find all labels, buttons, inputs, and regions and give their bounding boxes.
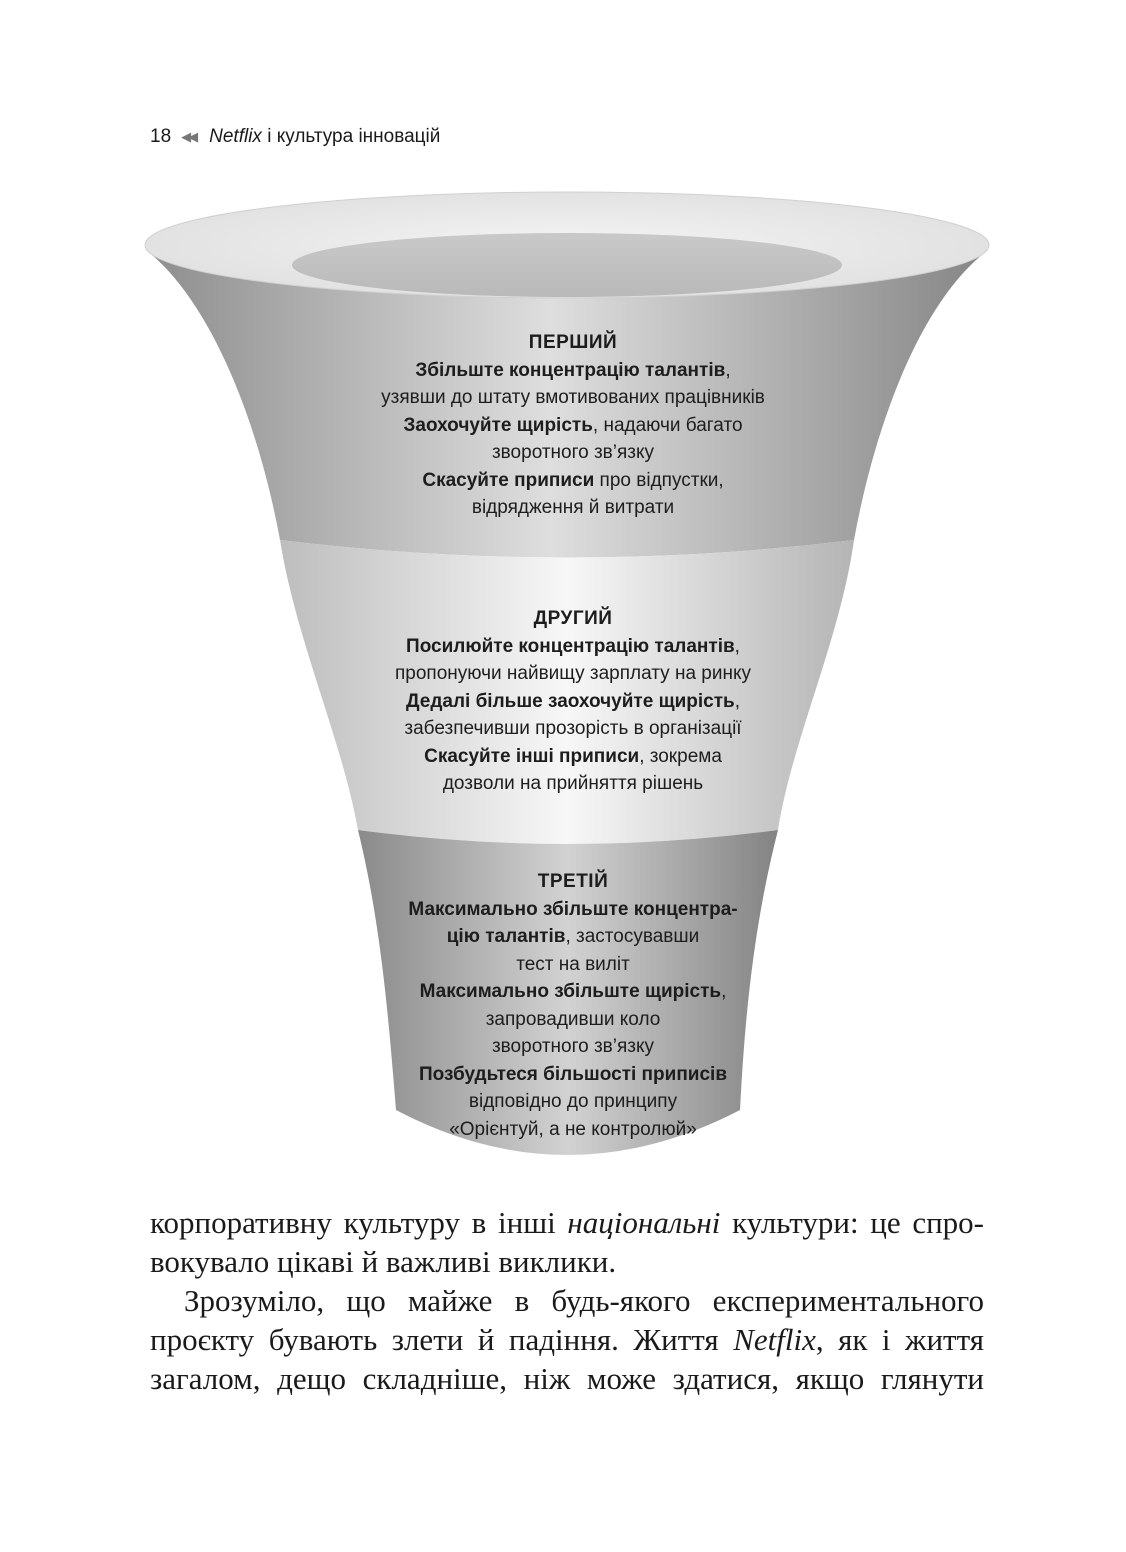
section-line: Заохочуйте щирість, надаючи багато (403, 414, 743, 436)
section-line: тест на виліт (516, 953, 630, 975)
section-line: зворотного зв’язку (491, 1036, 655, 1057)
section-line: запровадивши коло (485, 1008, 661, 1030)
section-line: зворотного зв’язку (491, 442, 655, 463)
section-line: цію талантів, застосувавши (446, 926, 700, 947)
section-line: узявши до штату вмотивованих працівників (381, 387, 765, 408)
body-line: корпоративну культуру в інші національні культури: це спро- (150, 1205, 984, 1240)
body-line: Зрозуміло, що майже в будь-якого експериментального (184, 1283, 984, 1318)
page-number: 18 (150, 126, 172, 147)
book-title-italic: Netflix (209, 126, 262, 147)
body-line: загалом, дещо складніше, ніж може здатися, якщо глянути (150, 1361, 984, 1396)
section-line: Скасуйте приписи про відпустки, (422, 469, 724, 491)
section-line: Дедалі більше заохочуйте щирість, (405, 690, 740, 712)
section-heading: ТРЕТІЙ (537, 871, 609, 892)
section-line: Позбудьтеся більшості приписів (418, 1063, 728, 1085)
section-line: відрядження й витрати (471, 497, 675, 518)
section-heading: ДРУГИЙ (533, 608, 613, 629)
section-line: Скасуйте інші приписи, зокрема (424, 745, 722, 767)
section-line: дозволи на прийняття рішень (442, 773, 704, 794)
section-line: забезпечивши прозорість в організації (404, 718, 742, 739)
section-line: пропонуючи найвищу зарплату на ринку (395, 663, 751, 684)
funnel-inner-opening (292, 233, 842, 297)
book-title-rest: і культура інновацій (267, 126, 441, 147)
section-line: «Орієнтуй, а не контролюй» (449, 1118, 697, 1140)
body-line: вокувало цікаві й важливі виклики. (150, 1244, 617, 1279)
section-heading: ПЕРШИЙ (528, 332, 618, 353)
section-line: відповідно до принципу (468, 1091, 678, 1112)
body-line: проєкту бувають злети й падіння. Життя Netflix, як і життя (150, 1322, 985, 1357)
section-line: Посилюйте концентрацію талантів, (406, 635, 740, 657)
funnel-section-third (280, 868, 866, 1143)
double-arrow-left-icon: ◀◀ (181, 129, 196, 144)
funnel-section-first (280, 329, 866, 522)
body-text (150, 1203, 984, 1398)
funnel-section-second (280, 605, 866, 798)
section-line: Максимально збільште щирість, (419, 981, 727, 1002)
section-line: Збільште концентрацію талантів, (415, 359, 731, 381)
section-line: Максимально збільште концентра- (408, 898, 738, 920)
